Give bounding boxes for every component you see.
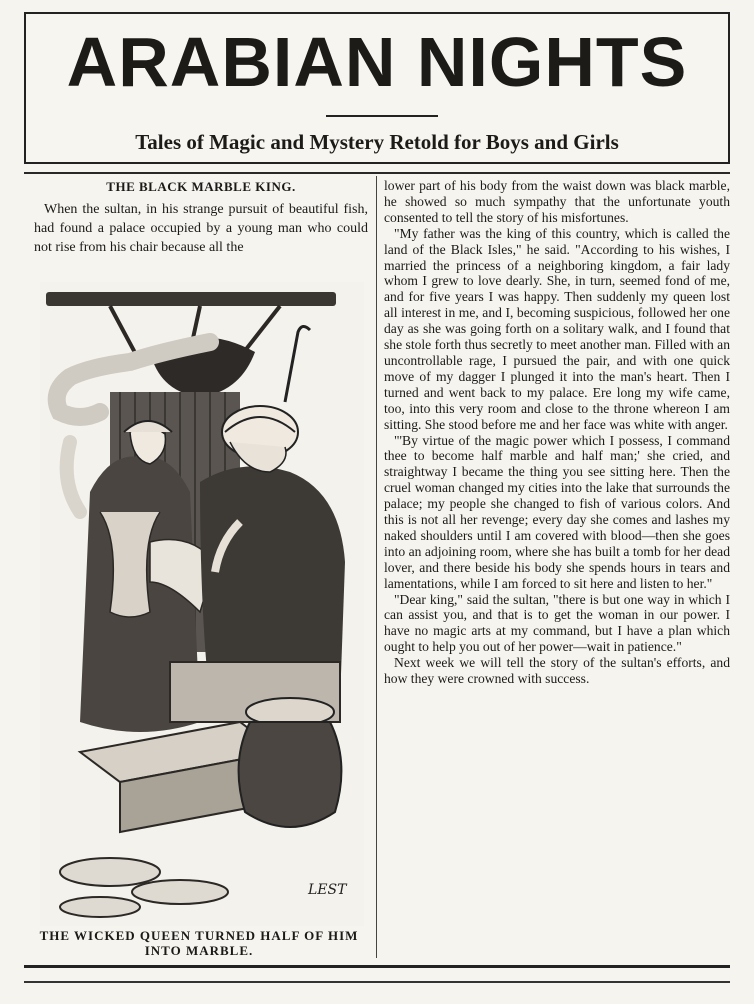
- story-heading: THE BLACK MARBLE KING.: [106, 179, 296, 194]
- masthead: [24, 12, 730, 164]
- story-paragraph-4: "Dear king," said the sultan, "there is but one way in which I can assist you, and that is to get the woman in our power. I have no magic arts at my command, but I have a plan which ought to help you out of her power—wait in patience.": [384, 591, 730, 655]
- story-paragraph-3: "'By virtue of the magic power which I possess, I command thee to become half marble and half man;' she cried, and straightway I became the thing you see sitting here. Then the cruel woman changed my cities into the lake that surrounds the palace; my people she changed to fish of various colors. And this is not all her revenge; every day she comes and lashes my naked shoulders until I am covered with blood—then she goes into an adjoining room, where she has built a tomb for her dead lover, and there beside his body she spends hours in tears and lamentations, while I am forced to sit here and listen to her.": [384, 432, 730, 591]
- story-paragraph-2: "My father was the king of this country, which is called the land of the Black Isles," he said. "According to his wishes, I married the princess of a neighboring kingdom, a fair lady whom I grew to love dearly. She, in turn, seemed fond of me, and for five years I was happy. Then suddenly my queen lost all interest in me, and I, becoming suspicious, followed her one day as she was going forth on a solitary walk, and I found that she stole forth thus secretly to meet another man. Filled with an uncontrollable rage, I pursued the pair, and with one quick move of my dagger I plunged it into the man's heart. Then I turned and went back to my palace. Ere long my wife came, too, into this very room and close to the throne whereon I am sitting. She stood before me and her face was white with anger.: [384, 225, 730, 432]
- page-subtitle: Tales of Magic and Mystery Retold for Boys and Girls: [135, 130, 619, 154]
- right-column: [384, 178, 730, 687]
- story-paragraph-1: lower part of his body from the waist down was black marble, he showed so much sympathy that the unfortunate youth consented to tell the story of his misfortunes.: [384, 178, 730, 225]
- bottom-divider: [24, 965, 730, 968]
- artist-signature: LEST: [308, 882, 347, 898]
- bottom-divider-2: [24, 981, 730, 983]
- story-intro: When the sultan, in his strange pursuit of beautiful fish, had found a palace occupied by a young man who could not rise from his chair because all the: [34, 202, 368, 255]
- title-divider: [326, 115, 438, 117]
- left-column: [34, 178, 368, 257]
- story-paragraph-5: Next week we will tell the story of the sultan's efforts, and how they were crowned with success.: [384, 655, 730, 687]
- illustration: [40, 282, 364, 926]
- page-title: ARABIAN NIGHTS: [66, 23, 688, 101]
- top-divider: [24, 172, 730, 174]
- column-divider: [376, 176, 377, 958]
- illustration-caption: THE WICKED QUEEN TURNED HALF OF HIM INTO MARBLE.: [39, 928, 359, 958]
